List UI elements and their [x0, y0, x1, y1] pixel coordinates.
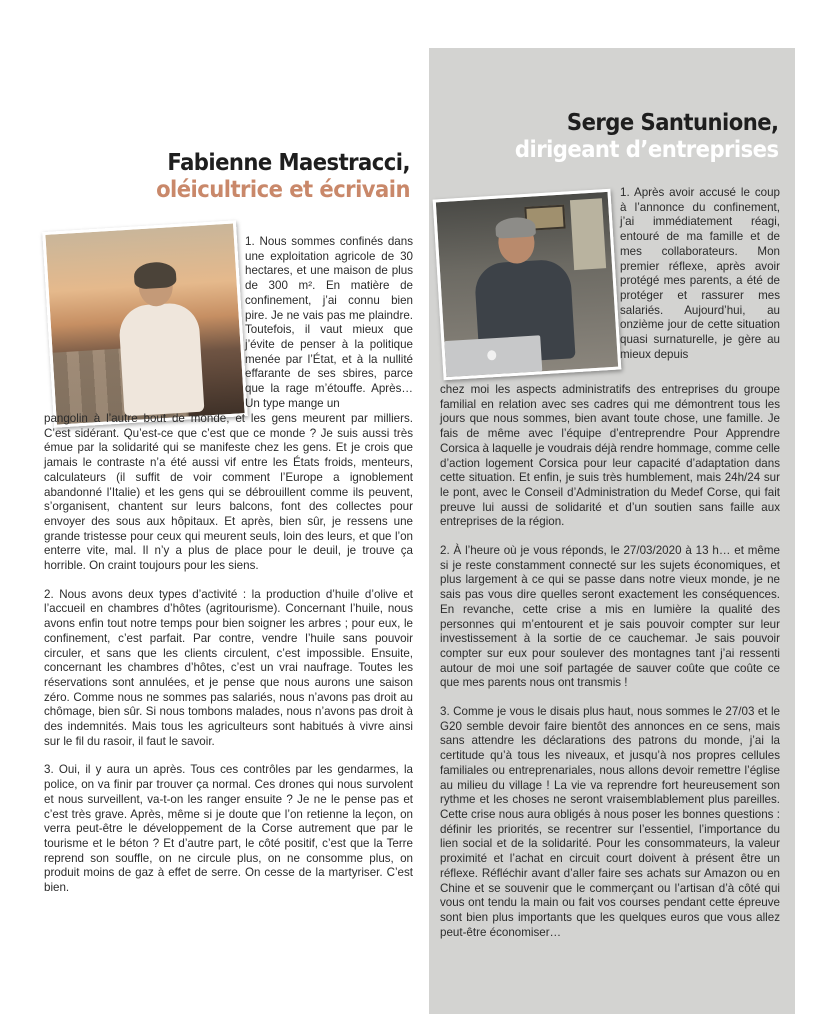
left-person-name: Fabienne Maestracci,: [167, 150, 410, 176]
left-wrap-text: 1. Nous sommes confinés dans une exploitation agricole de 30 hectares, et une maison de plus de 300 m². En matière de confinement, j’ai connu bien pire. Je ne vais pas me plaindre. Toutefois, il vaut mieux que j’évite de penser à la politique menée par l’État, et à la nullité effarante de ses sbires, parce que la rage m’étouffe. Après… Un type mange un: [245, 235, 413, 410]
right-paragraph-3: 3. Comme je vous le disais plus haut, nous sommes le 27/03 et le G20 semble devoir faire bientôt des annonces en ce sens, mais sans attendre les déclarations des patrons du monde, j’ai la certitude qu’à tous les niveaux, et jusqu’à nos propres cellules familiales ou entreprenariales, nous allons devoir remettre l’église au milieu du village ! La vie va reprendre fort heureusement son rythme et les choses ne seront vraisemblablement plus pareilles. Cette crise nous aura obligés à nous poser les bonnes questions : définir les priorités, se recentrer sur l’essentiel, l’importance du lien social et de la solidarité. Pour les consommateurs, la valeur proximité et l’achat en circuit court doivent à présent être un réflexe. Réfléchir avant d’aller faire ses achats sur Amazon ou en Chine et se souvenir que le commerçant ou l’artisan d’à côté qui vous ont tendu la main ou fait vos courses pendant cette épreuve sont bien plus importants que les quelques euros que vous allez peut-être économiser…: [440, 705, 780, 939]
right-wrap-text: 1. Après avoir accusé le coup à l’annonce du confinement, j’ai immédiatement réagi, entouré de ma famille et de mes collaborateurs. Mon premier réflexe, après avoir protégé mes parents, a été de protéger et rassurer mes salariés. Aujourd’hui, au onzième jour de cette situation quasi surnaturelle, je gère au mieux depuis: [620, 186, 780, 361]
right-paragraph-1: chez moi les aspects administratifs des entreprises du groupe familial en relation avec ses cadres qui me démontrent tous les jours que nous sommes, bien avant toute chose, une famille. Je fais de même avec l’équipe d’entreprendre Pour Apprendre Corsica à laquelle je voudrais déjà rendre hommage, comme celle d’action logement Corsica pour leur capacité d’adaptation dans cette situation. Et enfin, je suis très humblement, mais 24h/24 sur le pont, avec le Conseil d’Administration du Medef Corse, qui fait preuve lui aussi de solidarité et d’un soutien sans faille aux entreprises de la région.: [440, 383, 780, 529]
left-paragraph-3: 3. Oui, il y aura un après. Tous ces contrôles par les gendarmes, la police, on va finir par trouver ça normal. Ces drones qui nous survolent et nous surveillent, va-t-on les ranger ensuite ? Je ne le pense pas et c’est très grave. Après, même si je doute que l’on retienne la leçon, on verra peut-être le développement de la Corse autrement que par le tourisme et le béton ? Et d’autre part, le côté positif, c’est que la Terre reprend son souffle, on ne circule plus, on ne consomme plus, on produit moins de gaz à effet de serre. On cesse de la martyriser. C’est bien.: [44, 763, 413, 895]
right-article-body: [440, 383, 780, 954]
right-person-name: Serge Santunione,: [567, 110, 779, 136]
left-person-role: oléicultrice et écrivain: [156, 177, 410, 203]
right-heading: [492, 110, 779, 163]
right-person-role: dirigeant d’entreprises: [515, 137, 779, 163]
left-heading: [134, 150, 410, 203]
right-paragraph-2: 2. À l’heure où je vous réponds, le 27/03/2020 à 13 h… et même si je reste constamment connecté sur les sujets économiques, et plus largement à ce qui se passe dans notre vieux monde, je ne sais pas vous dire quelles seront exactement les conséquences. En revanche, cette crise a mis en lumière la qualité des personnes qui m’entourent et je sais pouvoir compter sur leur investissement à la sortie de ce cauchemar. Je sais pouvoir compter sur eux pour soulever des montagnes tant j’ai ressenti autour de moi une soif partagée de sauver coûte que coûte ce que mes parents nous ont transmis !: [440, 544, 780, 690]
left-article-body: [44, 412, 413, 910]
right-portrait-photo: [433, 189, 622, 381]
left-paragraph-1: pangolin à l’autre bout de monde, et les gens meurent par milliers. C’est sidérant. Qu’est-ce que c’est que ce monde ? Je suis aussi très émue par la solidarité qui se manifeste chez les gens. Et je crois que jamais le contraste n’a été aussi vif entre les États froids, menteurs, calculateurs (il suffit de voir comment l’Europe a ignoblement abandonné l’Italie) et les gens qui se débrouillent comme ils peuvent, s’organisent, chantent sur leurs balcons, font des collectes pour envoyer des sous aux hôpitaux. Et après, bien sûr, je ressens une grande tristesse pour ceux qui meurent seuls, loin des leurs, et que l’on enterre vite, mal. Il n’y a plus de place pour le deuil, je trouve ça horrible. On craint toujours pour les siens.: [44, 412, 413, 573]
left-portrait-photo: [42, 220, 248, 427]
left-paragraph-2: 2. Nous avons deux types d’activité : la production d’huile d’olive et l’accueil en chambres d’hôtes (agritourisme). Concernant l’huile, nous avons enfin tout notre temps pour bien soigner les arbres ; pour eux, le confinement, c’est parfait. Par contre, vendre l’huile sans pouvoir circuler, et sans que les clients circulent, c’est impossible. Ensuite, concernant les chambres d’hôtes, c’est un vrai naufrage. Toutes les réservations sont annulées, et je pense que nous aurons une saison zéro. Comme nous ne sommes pas salariés, nous n’avons pas droit au chômage, bien sûr. Si nous tombons malades, nous n’avons pas droit à des indemnités. Mais tous les agriculteurs sont habitués à vivre ainsi sur le fil du rasoir, il faut le savoir.: [44, 587, 413, 748]
